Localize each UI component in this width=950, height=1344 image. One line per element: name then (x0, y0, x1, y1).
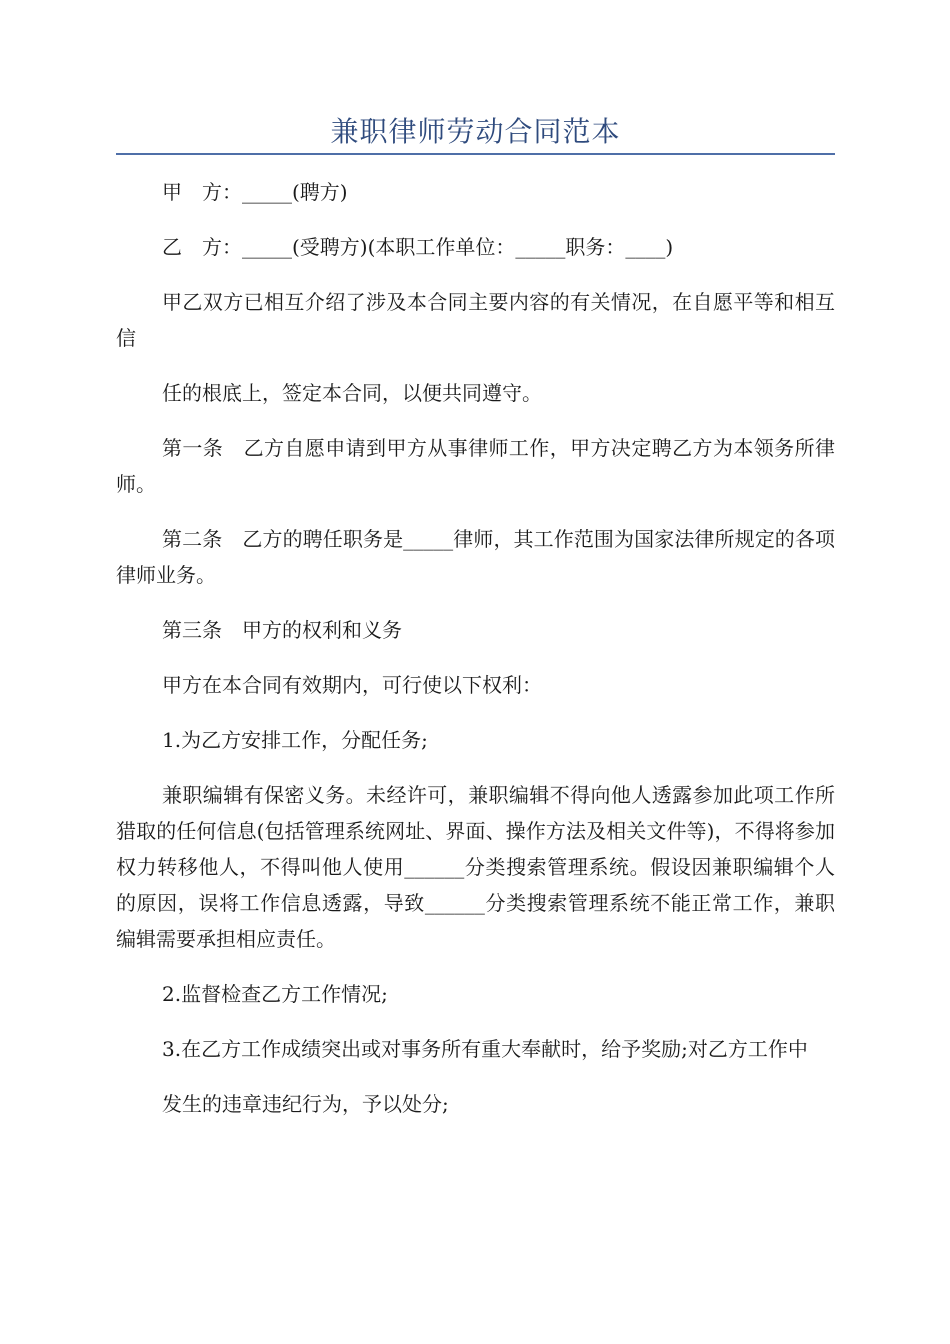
party-b-line: 乙 方：_____(受聘方)(本职工作单位：_____职务：____) (162, 235, 674, 259)
right-item-3-continuation: 发生的违章违纪行为，予以处分; (162, 1092, 449, 1116)
article-3-heading: 第三条 甲方的权利和义务 (162, 618, 402, 642)
article-2: 第二条 乙方的聘任职务是_____律师，其工作范围为国家法律所规定的各项律师业务。 (116, 527, 835, 587)
right-item-2: 2.监督检查乙方工作情况; (162, 982, 388, 1006)
title-underline (116, 153, 835, 155)
document-title: 兼职律师劳动合同范本 (330, 115, 621, 148)
article-1: 第一条 乙方自愿申请到甲方从事律师工作，甲方决定聘乙方为本领务所律师。 (116, 436, 835, 496)
intro-continuation: 任的根底上，签定本合同，以便共同遵守。 (162, 381, 542, 405)
rights-intro: 甲方在本合同有效期内，可行使以下权利： (162, 673, 542, 697)
right-item-3: 3.在乙方工作成绩突出或对事务所有重大奉献时，给予奖励;对乙方工作中 (162, 1037, 808, 1061)
intro-paragraph: 甲乙双方已相互介绍了涉及本合同主要内容的有关情况，在自愿平等和相互信 (116, 290, 835, 350)
right-item-1: 1.为乙方安排工作，分配任务; (162, 728, 428, 752)
party-a-line: 甲 方：_____(聘方) (162, 180, 348, 204)
confidentiality-paragraph: 兼职编辑有保密义务。未经许可，兼职编辑不得向他人透露参加此项工作所猎取的任何信息(包括管理系统网址、界面、操作方法及相关文件等)，不得将参加权力转移他人，不得叫他人使用______分类搜索管理系统。假设因兼职编辑个人的原因，误将工作信息透露，导致______分类搜索管理系统不能正常工作，兼职编辑需要承担相应责任。 (116, 783, 835, 951)
document-body (116, 174, 835, 1141)
